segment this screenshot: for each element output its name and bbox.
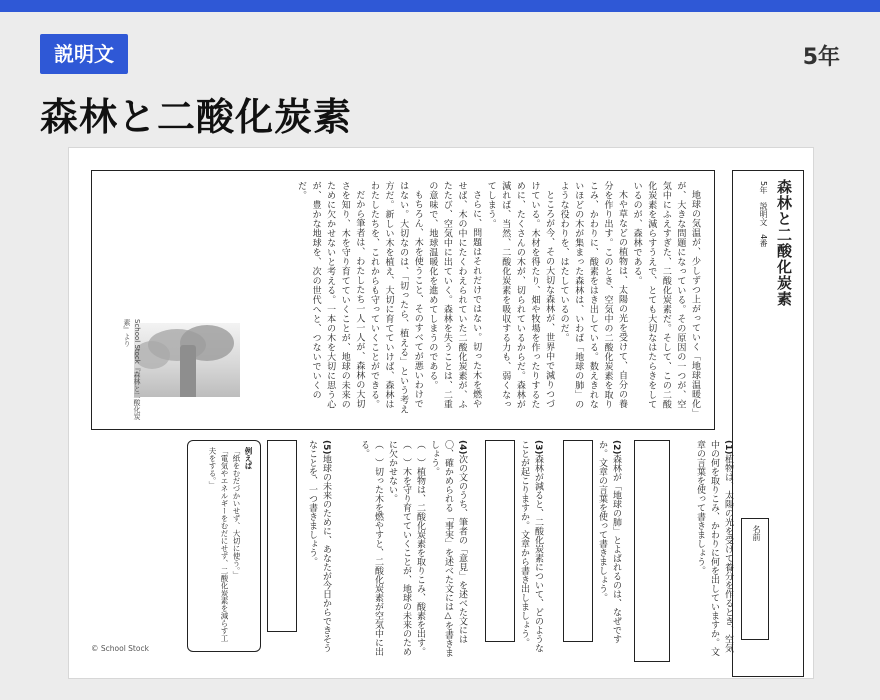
example-box — [187, 440, 261, 652]
name-label: 名前 — [752, 525, 761, 541]
question-number: (4) — [457, 440, 467, 455]
question-1 — [675, 440, 735, 660]
paragraph: ところが今、その大切な森林が、世界中で減りつづけている。木材を得たり、畑や牧場を作ったりするために、たくさんの木が、切られているからだ。森林が減れば、当然、二酸化炭素を吸収する力も、弱くなってしまう。 — [485, 181, 555, 409]
answer-box-1 — [634, 440, 670, 662]
worksheet-preview — [68, 147, 814, 679]
passage-text — [232, 181, 702, 417]
answer-box-3 — [485, 440, 515, 642]
name-field — [741, 518, 769, 640]
example-item: 「電気やエネルギーをむだにせず、二酸化炭素を減らす工夫をする。」 — [208, 447, 229, 642]
grade-label: 5年 — [802, 45, 840, 70]
option-item: （ ）切った木を燃やすと、二酸化炭素が空気中に出る。 — [359, 440, 383, 656]
question-number: (1) — [723, 440, 733, 455]
article-box — [91, 170, 715, 430]
option-item: （ ）植物は、二酸化炭素を取りこみ、酸素を出す。 — [415, 440, 425, 656]
paragraph: だから筆者は、わたしたち一人一人が、森林の大切さを知り、木を守り育てていくことが、地球の未来のために欠かせないと考える。一本の木を大切に思う心が、豊かな地球を、次の世代へと、つないでいくのだ。 — [295, 181, 365, 409]
page-title: 森林と二酸化炭素 — [40, 95, 353, 139]
paragraph: 木や草などの植物は、太陽の光を受けて、自分の養分を作り出す。このとき、空気中の二酸化炭素を取りこみ、かわりに、酸素をはき出している。数えきれないほどの木が集まった森林は、いわば「地球の肺」のような役わりを、はたしているのだ。 — [558, 181, 628, 409]
copyright-text: © School Stock — [91, 644, 149, 653]
question-5 — [303, 440, 333, 660]
answer-box-2 — [563, 440, 593, 642]
question-text: 森林が「地球の肺」とよばれるのは、なぜですか。文章の言葉を使って書きましょう。 — [597, 440, 621, 644]
photo-credit: School Stock『森林と二酸化炭素』より — [123, 319, 141, 420]
paragraph: さらに、問題はそれだけではない。切った木を燃やせば、木の中にたくわえられていた二酸化炭素が、ふたたび、空気中に出ていく。森林を失うことは、二重の意味で、地球温暖化を進めてしまうのである。 — [427, 181, 482, 409]
worksheet-subtitle: 5年 説明文 4番 — [759, 181, 768, 248]
question-number: (5) — [321, 440, 331, 455]
option-item: （ ）木を守り育てていくことが、地球の未来のために欠かせない。 — [387, 440, 411, 656]
question-4 — [359, 440, 469, 660]
top-accent-bar — [0, 0, 880, 12]
paragraph: 地球の気温が、少しずつ上がっていく「地球温暖化」が、大きな問題になっている。その原因の一つが、空気中にふえすぎた、二酸化炭素だ。そして、この二酸化炭素を減らすうえで、とても大切なはたらきをしているのが、森林である。 — [631, 181, 700, 414]
worksheet-title: 森林と二酸化炭素 — [775, 179, 793, 307]
question-text: 次の文のうち、筆者の「意見」を述べた文には〇、確かめられる「事実」を述べた文には△を書きましょう。 — [429, 440, 467, 657]
example-item: 「紙をむだづかいせず、大切に使う。」 — [232, 447, 241, 579]
question-number: (2) — [611, 440, 621, 455]
question-text: 地球の未来のために、あなたが今日からできそうなことを、一つ書きましょう。 — [307, 440, 331, 653]
question-text: 植物は、太陽の光を受けて養分を作るとき、空気中の何を取りこみ、かわりに何を出していますか。文章の言葉を使って書きましょう。 — [695, 440, 733, 656]
question-text: 森林が減ると、二酸化炭素について、どのようなことが起こりますか。文章から書き出しましょう。 — [519, 440, 543, 653]
forest-photo — [134, 323, 240, 397]
answer-box-5 — [267, 440, 297, 632]
question-number: (3) — [533, 440, 543, 455]
paragraph: もちろん、木を使うこと、そのすべてが悪いわけではない。大切なのは、「切ったら、植える」という考え方だ。新しい木を植え、大切に育てていけば、森林はわたしたちを、これからも守っていくことができる。 — [368, 181, 423, 414]
genre-tag: 説明文 — [40, 34, 128, 74]
example-label: 例えば — [244, 447, 253, 470]
